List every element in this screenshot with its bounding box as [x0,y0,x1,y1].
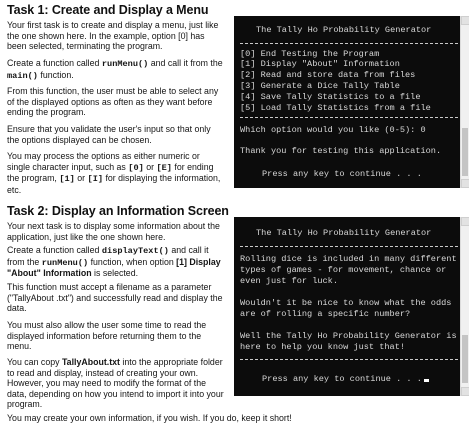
task1-paragraph-intro: Your first task is to create and display a menu, just like the one shown here. In the example, option [0] has been selected, terminating the program. [7,20,219,52]
about-line-6: are of rolling a specific number? [240,309,411,319]
console-prompt: Which option would you like (0-5): 0 [240,125,426,135]
task1-paragraph-options [7,151,225,195]
about-line-8: Well the Tally Ho Probability Generator is [240,331,457,341]
text-segment: is selected. [91,268,139,279]
menu-option-5: [5] Load Tally Statistics from a file [240,103,431,113]
menu-option-3: [3] Generate a Dice Tally Table [240,81,400,91]
bold-filename: TallyAbout.txt [61,357,120,367]
code-option-i: [I] [87,174,104,185]
task2-footer-note: You may create your own information, if you wish. If you do, keep it short! [7,413,292,423]
console-thanks-message: Thank you for testing this application. [240,146,442,156]
task2-paragraph-copy-file [7,357,225,410]
console-divider [240,246,458,247]
task1-paragraph-selection: From this function, the user must be able to select any of the displayed options as often as they want before ending the program. [7,86,219,118]
console-title: The Tally Ho Probability Generator [256,25,432,35]
code-option-0: [0] [128,162,144,173]
text-segment: You may process the options as either numeric or single character input, such as [7,151,200,172]
scroll-thumb[interactable] [462,128,468,176]
task1-paragraph-validate: Ensure that you validate the user's input so that only the options displayed can be chosen. [7,124,211,145]
task2-heading: Task 2: Display an Information Screen [7,204,229,218]
code-option-1: [1] [59,174,75,185]
text-segment: function. [37,69,74,80]
scroll-up-arrow-icon[interactable] [461,16,469,25]
menu-option-1: [1] Display "About" Information [240,59,400,69]
text-segment: You can copy [7,357,62,367]
scroll-down-arrow-icon[interactable] [461,179,469,188]
text-segment: or [74,173,88,184]
console-divider [240,43,458,44]
menu-option-0: [0] End Testing the Program [240,49,380,59]
about-line-9: here to help you know just that! [240,342,406,352]
text-segment: into the appropriate folder to read and display, instead of creating your own. However, you may need to modify the format of the data, depending on how you intend to import it into your program. [7,357,224,410]
code-runmenu: runMenu() [101,59,149,69]
text-segment: or [143,161,157,172]
about-line-5: Wouldn't it be nice to know what the odds [240,298,452,308]
code-displaytext: displayText() [101,246,169,256]
text-segment: Create a function called [7,58,102,68]
continue-text: Press any key to continue . . . [262,374,422,384]
task2-paragraph-intro: Your next task is to display some information about the application, just like the one shown here. [7,221,220,242]
text-segment: function, when option [88,256,177,267]
about-line-1: Rolling dice is included in many different [240,254,457,264]
code-main: main() [7,70,38,81]
console-continue-prompt [262,374,429,384]
console-title: The Tally Ho Probability Generator [256,228,432,238]
text-segment: Create a function called [7,245,102,255]
text-segment: for ending the program, [7,161,214,184]
code-runmenu: runMenu() [41,257,89,268]
text-segment: and call it from the [148,58,223,68]
code-option-e: [E] [156,162,172,173]
task2-paragraph-function [7,245,225,279]
task2-paragraph-read-time: You must also allow the user some time to read the displayed information before returning them to the menu. [7,320,207,352]
console-window-about [234,217,469,396]
about-line-3: even just for luck. [240,276,338,286]
console-divider [240,117,458,118]
menu-option-2: [2] Read and store data from files [240,70,416,80]
text-segment: for displaying the information, etc. [7,173,221,195]
console-scrollbar[interactable] [460,16,469,188]
console-divider [240,359,458,360]
menu-option-4: [4] Save Tally Statistics to a file [240,92,421,102]
scroll-down-arrow-icon[interactable] [461,387,469,396]
scroll-thumb[interactable] [462,335,468,383]
text-cursor-icon [424,379,429,382]
text-segment: and call it from the [7,245,209,267]
console-window-menu [234,16,469,188]
scroll-up-arrow-icon[interactable] [461,217,469,226]
task1-paragraph-function [7,58,225,81]
about-line-2: types of games - for movement, chance or [240,265,447,275]
bold-option-label: [1] Display "About" Information [7,256,221,279]
task2-paragraph-filename: This function must accept a filename as a parameter ("TallyAbout .txt") and successfully read and display the data. [7,282,223,314]
console-scrollbar[interactable] [460,217,469,396]
task1-heading: Task 1: Create and Display a Menu [7,3,209,17]
console-continue-prompt: Press any key to continue . . . [262,169,422,179]
